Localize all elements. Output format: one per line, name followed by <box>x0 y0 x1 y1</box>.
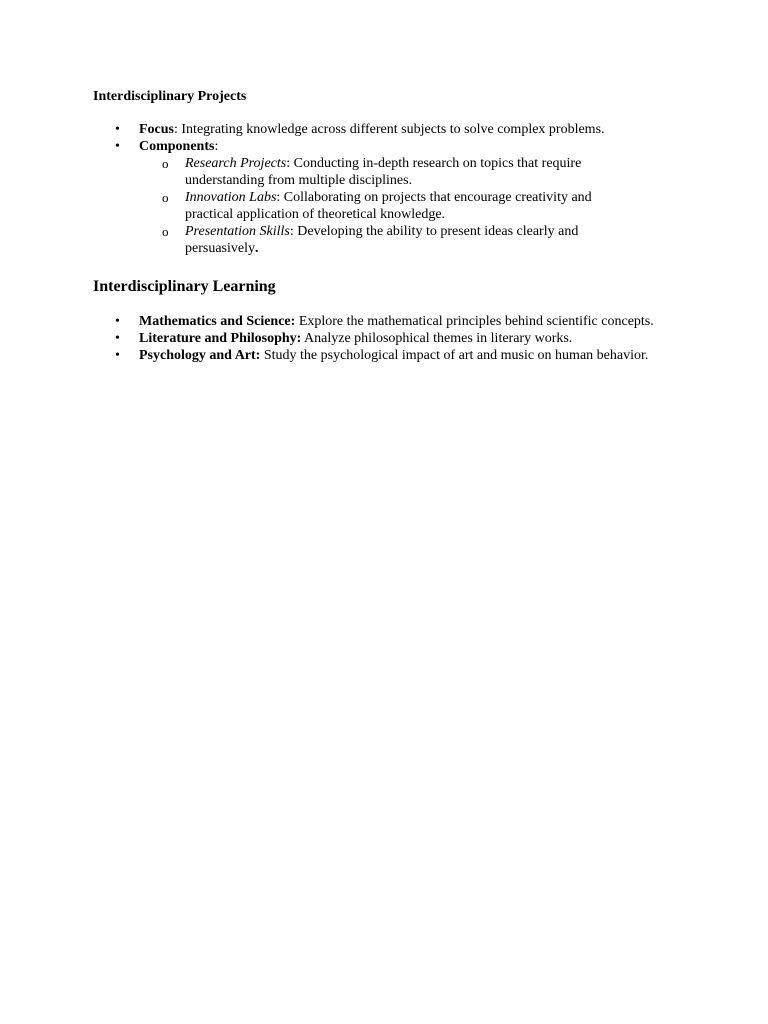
bullet-circle: o <box>162 156 169 171</box>
list-item-focus <box>0 121 659 138</box>
item-text: : Integrating knowledge across different subjects to solve complex problems. <box>174 122 605 137</box>
bullet-disc: • <box>115 139 120 154</box>
bullet-disc: • <box>115 348 120 363</box>
item-text: Analyze philosophical themes in literary works. <box>301 331 573 346</box>
list-item-psychology-art <box>0 347 659 364</box>
bullet-circle: o <box>162 224 169 239</box>
sublist-item-presentation <box>0 223 640 257</box>
subitem-end: . <box>254 241 259 256</box>
bullet-disc: • <box>115 314 120 329</box>
subitem-text: : Conducting in-depth research on topics that require understanding from multiple disciplines. <box>185 156 582 188</box>
projects-list <box>0 121 768 257</box>
item-term: Psychology and Art: <box>139 348 261 363</box>
item-term: Literature and Philosophy: <box>139 331 302 346</box>
item-text: : <box>214 139 219 154</box>
sublist-item-research <box>0 155 640 189</box>
list-item-math-science <box>0 313 659 330</box>
item-text: Explore the mathematical principles behind scientific concepts. <box>295 314 654 329</box>
item-term: Mathematics and Science: <box>139 314 296 329</box>
bullet-disc: • <box>115 122 120 137</box>
item-term: Focus <box>139 122 174 137</box>
components-sublist <box>139 155 659 257</box>
item-term: Components <box>139 139 215 154</box>
section-heading-learning: Interdisciplinary Learning <box>93 278 276 295</box>
sublist-item-innovation <box>0 189 640 223</box>
learning-list <box>0 313 768 364</box>
bullet-circle: o <box>162 190 169 205</box>
list-item-components <box>0 138 659 257</box>
subitem-term: Innovation Labs <box>185 190 277 205</box>
list-item-literature-philosophy <box>0 330 659 347</box>
item-text: Study the psychological impact of art and music on human behavior. <box>260 348 649 363</box>
subitem-text: : Developing the ability to present ideas clearly and persuasively <box>185 224 579 256</box>
subitem-text: : Collaborating on projects that encourage creativity and practical application of theoretical knowledge. <box>185 190 592 222</box>
subitem-term: Research Projects <box>185 156 287 171</box>
bullet-disc: • <box>115 331 120 346</box>
section-heading-projects: Interdisciplinary Projects <box>93 89 247 104</box>
subitem-term: Presentation Skills <box>185 224 290 239</box>
